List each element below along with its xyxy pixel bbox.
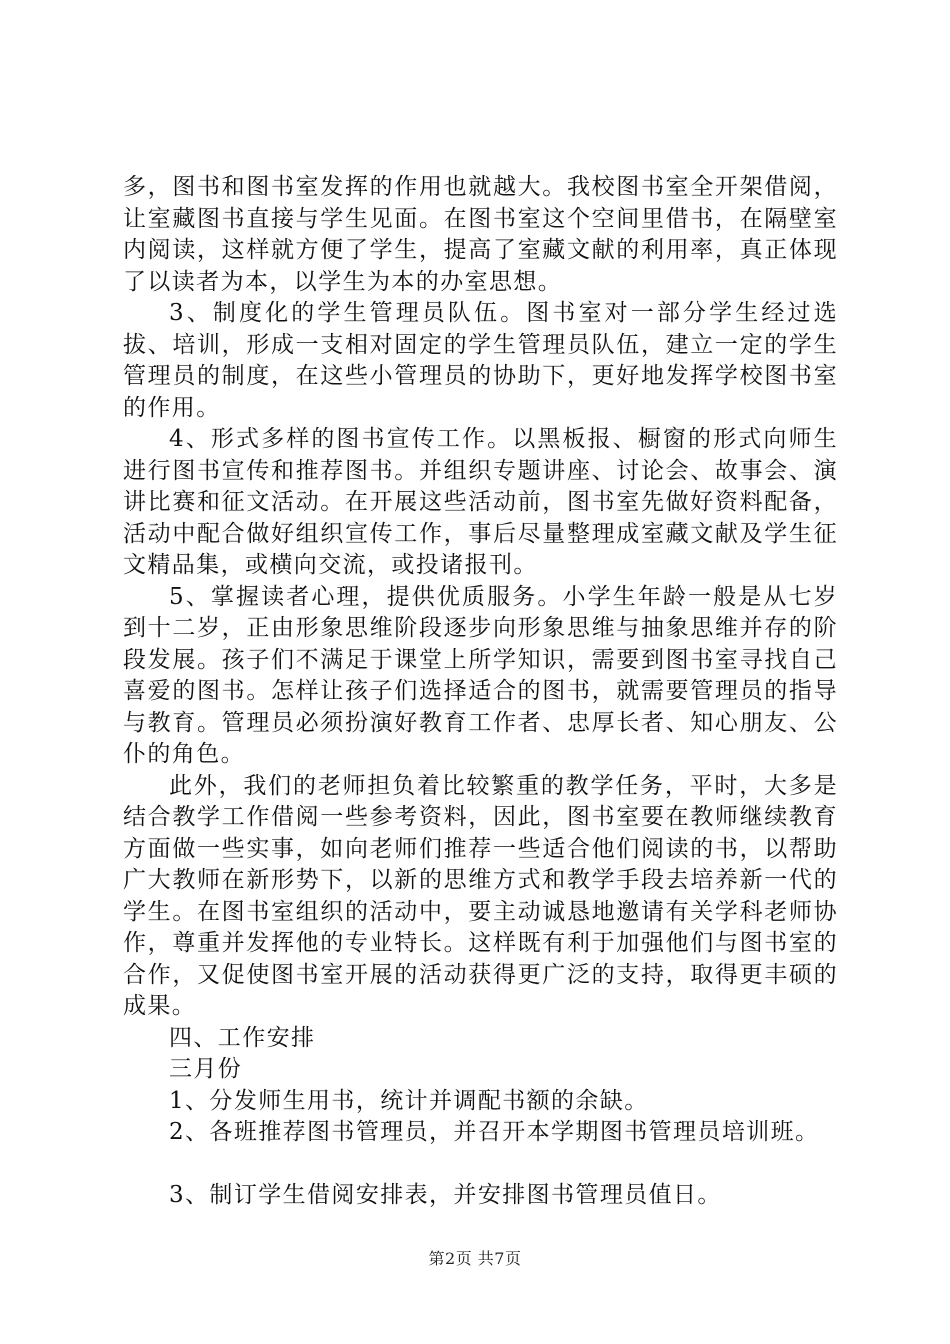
- paragraph-book-promotion: 4、形式多样的图书宣传工作。以黑板报、橱窗的形式向师生进行图书宣传和推荐图书。并组织专题讲座、讨论会、故事会、演讲比赛和征文活动。在开展这些活动前，图书室先做好资料配备，活动中配合做好组织宣传工作，事后尽量整理成室藏文献及学生征文精品集，或横向交流，或投诸报刊。: [123, 426, 838, 578]
- blank-line: [123, 1149, 838, 1180]
- page-number-footer: 第2页 共7页: [428, 1249, 522, 1268]
- document-body: [123, 172, 838, 1211]
- paragraph-student-librarians: 3、制度化的学生管理员队伍。图书室对一部分学生经过选拔、培训，形成一支相对固定的学生管理员队伍，建立一定的学生管理员的制度，在这些小管理员的协助下，更好地发挥学校图书室的作用。: [123, 300, 838, 421]
- month-heading: 三月份: [169, 1056, 243, 1082]
- paragraph-reader-psychology: 5、掌握读者心理，提供优质服务。小学生年龄一般是从七岁到十二岁，正由形象思维阶段逐步向形象思维与抽象思维并存的阶段发展。孩子们不满足于课堂上所学知识，需要到图书室寻找自己喜爱的图书。怎样让孩子们选择适合的图书，就需要管理员的指导与教育。管理员必须扮演好教育工作者、忠厚长者、知心朋友、公仆的角色。: [123, 583, 838, 767]
- list-item: 2、各班推荐图书管理员，并召开本学期图书管理员培训班。: [169, 1119, 820, 1145]
- paragraph-teacher-support: 此外，我们的老师担负着比较繁重的教学任务，平时，大多是结合教学工作借阅一些参考资料，因此，图书室要在教师继续教育方面做一些实事，如向老师们推荐一些适合他们阅读的书，以帮助广大教师在新形势下，以新的思维方式和教学手段去培养新一代的学生。在图书室组织的活动中，要主动诚恳地邀请有关学科老师协作，尊重并发挥他的专业特长。这样既有利于加强他们与图书室的合作，又促使图书室开展的活动获得更广泛的支持，取得更丰硕的成果。: [123, 772, 838, 1019]
- section-heading: 四、工作安排: [169, 1024, 316, 1051]
- paragraph-continuation: 多，图书和图书室发挥的作用也就越大。我校图书室全开架借阅，让室藏图书直接与学生见面。在图书室这个空间里借书，在隔壁室内阅读，这样就方便了学生，提高了室藏文献的利用率，真正体现了以读者为本，以学生为本的办室思想。: [123, 174, 838, 295]
- list-item: 1、分发师生用书，统计并调配书额的余缺。: [169, 1087, 649, 1114]
- list-item: 3、制订学生借阅安排表，并安排图书管理员值日。: [169, 1181, 722, 1208]
